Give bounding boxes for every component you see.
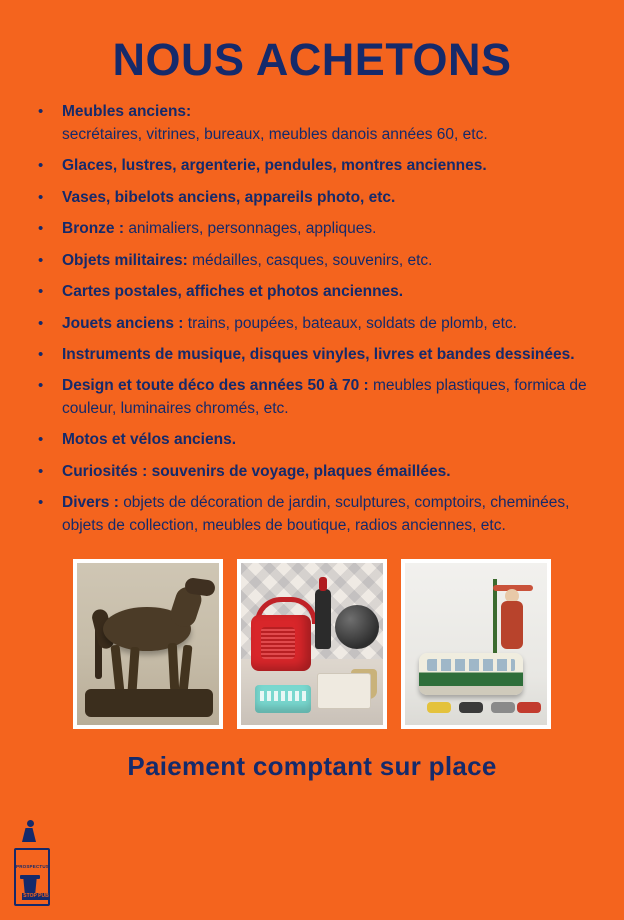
bullet-icon: •	[38, 188, 44, 206]
bullet-icon: •	[38, 283, 44, 301]
bullet-icon: •	[38, 103, 44, 121]
list-item-rest: objets de décoration de jardin, sculptures, comptoirs, cheminées, objets de collection, meubles de boutique, radios anciennes, etc.	[62, 494, 570, 534]
list-item-rest: trains, poupées, bateaux, soldats de plomb, etc.	[187, 314, 517, 332]
list-item-lead: Jouets anciens :	[62, 314, 184, 332]
list-item-lead: Vases, bibelots anciens, appareils photo, etc.	[62, 188, 396, 206]
list-item	[26, 461, 594, 483]
bullet-icon: •	[38, 220, 44, 238]
list-item-lead: Divers :	[62, 494, 119, 512]
stamp-frame	[14, 848, 50, 906]
bullet-icon: •	[38, 157, 44, 175]
purchase-categories-list	[26, 101, 594, 537]
list-item	[26, 313, 594, 335]
list-item-lead: Bronze :	[62, 220, 124, 238]
horse-leg-shape	[168, 643, 179, 691]
bullet-icon: •	[38, 346, 44, 363]
list-item-rest: animaliers, personnages, appliques.	[128, 220, 377, 238]
list-item	[26, 344, 594, 366]
bullet-icon: •	[38, 462, 44, 480]
list-item	[26, 429, 594, 451]
list-item-lead: Curiosités : souvenirs de voyage, plaques émaillées.	[62, 462, 451, 480]
trash-bin-lid-icon	[20, 875, 40, 879]
list-item	[26, 281, 594, 303]
person-body-shape	[22, 828, 36, 842]
photo-vintage-radio-typewriter	[237, 559, 387, 729]
sculpture-base-shape	[85, 689, 213, 717]
list-item-lead: Meubles anciens:	[62, 103, 192, 121]
list-item-lead: Motos et vélos anciens.	[62, 431, 236, 449]
list-item-lead: Objets militaires:	[62, 251, 188, 269]
list-item	[26, 155, 594, 177]
list-item-lead: Cartes postales, affiches et photos anciennes.	[62, 283, 404, 301]
pole-shape	[493, 579, 497, 659]
bullet-icon: •	[38, 377, 44, 395]
typewriter-shape	[255, 685, 311, 713]
coca-cola-bottle-shape	[315, 589, 331, 649]
list-item	[26, 187, 594, 209]
list-item-rest: meubles plastiques, formica de couleur, luminaires chromés, etc.	[62, 377, 587, 417]
list-item-rest: secrétaires, vitrines, bureaux, meubles danois années 60, etc.	[62, 125, 488, 143]
stop-pub-stamp	[10, 820, 50, 906]
red-radio-shape	[251, 615, 311, 671]
model-tram-shape	[419, 653, 523, 695]
toy-car-shape	[459, 702, 483, 713]
toy-car-shape	[517, 702, 541, 713]
stamp-bar-text: STOP PUB	[23, 893, 49, 899]
list-item-lead: Design et toute déco des années 50 à 70 :	[62, 377, 369, 395]
photo-bronze-horse-sculpture	[73, 559, 223, 729]
bullet-icon: •	[38, 251, 44, 269]
list-item-rest: médailles, casques, souvenirs, etc.	[192, 251, 433, 269]
list-item-lead: Instruments de musique, disques vinyles, livres et bandes dessinées.	[62, 346, 575, 363]
person-icon	[18, 820, 40, 846]
list-item	[26, 375, 594, 420]
list-item	[26, 492, 594, 537]
bullet-icon: •	[38, 314, 44, 332]
page-title: NOUS ACHETONS	[112, 34, 512, 85]
bullet-icon: •	[38, 494, 44, 512]
list-item	[26, 101, 594, 146]
stamp-bar	[22, 893, 50, 900]
list-item	[26, 218, 594, 240]
horse-leg-shape	[179, 645, 193, 694]
payment-note: Paiement comptant sur place	[127, 751, 497, 782]
toy-car-shape	[427, 702, 451, 713]
bullet-icon: •	[38, 431, 44, 449]
photo-model-tram-figurine	[401, 559, 551, 729]
vintage-box-shape	[317, 673, 371, 709]
horse-leg-shape	[111, 645, 125, 694]
list-item	[26, 250, 594, 272]
stamp-label: PROSPECTUS	[16, 864, 50, 869]
list-item-lead: Glaces, lustres, argenterie, pendules, montres anciennes.	[62, 157, 487, 175]
person-head-shape	[27, 820, 34, 827]
photo-gallery	[0, 559, 624, 729]
poster-page	[0, 36, 624, 920]
round-object-shape	[335, 605, 379, 649]
toy-car-shape	[491, 702, 515, 713]
figurine-body-shape	[501, 601, 523, 649]
horse-leg-shape	[127, 647, 139, 696]
